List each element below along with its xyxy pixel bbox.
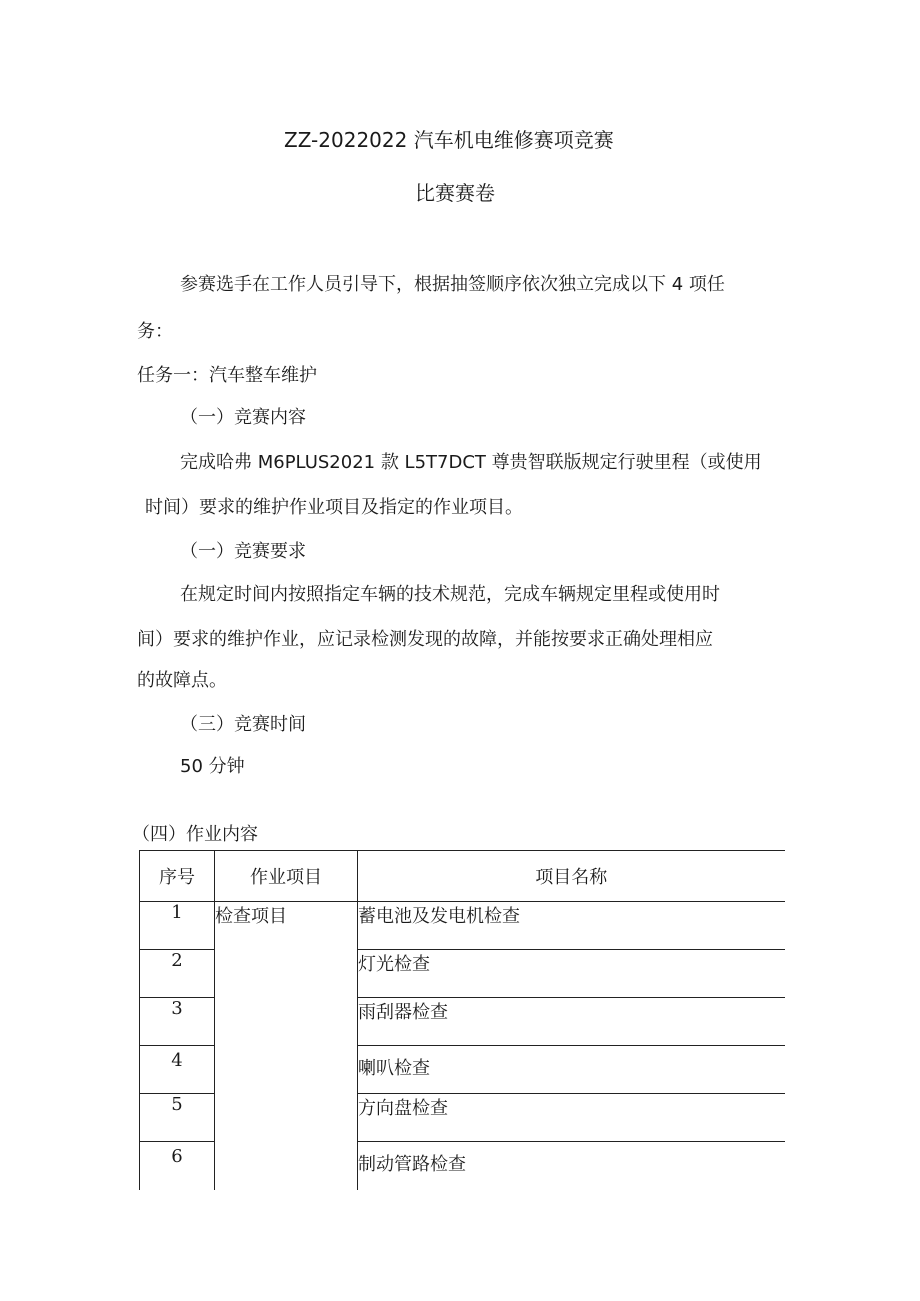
row-item-name: 喇叭检查 — [358, 1046, 785, 1094]
row-index: 4 — [140, 1046, 215, 1094]
header-category: 作业项目 — [215, 851, 358, 902]
task1-heading: 任务一：汽车整车维护 — [137, 365, 317, 386]
section-time-heading: （三）竞赛时间 — [180, 714, 306, 735]
work-items-table — [139, 850, 785, 1190]
section-time-value: 50 分钟 — [180, 756, 245, 777]
intro-line1: 参赛选手在工作人员引导下，根据抽签顺序依次独立完成以下 4 项任 — [180, 274, 725, 295]
section-requirements-line3: 的故障点。 — [137, 670, 227, 691]
section-requirements-line2: 间）要求的维护作业，应记录检测发现的故障，并能按要求正确处理相应 — [137, 629, 713, 650]
row-index: 2 — [140, 950, 215, 998]
section-content-line2: 时间）要求的维护作业项目及指定的作业项目。 — [145, 497, 523, 518]
row-item-name: 雨刮器检查 — [358, 998, 785, 1046]
doc-title-line2: 比赛赛卷 — [415, 181, 495, 205]
intro-line2: 务： — [137, 321, 173, 342]
section-content-heading: （一）竞赛内容 — [180, 407, 306, 428]
section-content-line1: 完成哈弗 M6PLUS2021 款 L5T7DCT 尊贵智联版规定行驶里程（或使用 — [180, 452, 762, 473]
row-item-name: 制动管路检查 — [358, 1154, 466, 1175]
row-index: 3 — [140, 998, 215, 1046]
row-category: 检查项目 — [215, 902, 358, 1190]
row-item-name: 方向盘检查 — [358, 1094, 785, 1142]
header-item-name: 项目名称 — [358, 851, 785, 902]
section-requirements-line1: 在规定时间内按照指定车辆的技术规范，完成车辆规定里程或使用时 — [180, 584, 720, 605]
section-work-heading: （四）作业内容 — [132, 824, 258, 845]
doc-title-line1: ZZ-2022022 汽车机电维修赛项竞赛 — [284, 128, 614, 152]
row-item-name: 灯光检查 — [358, 950, 785, 998]
row-index: 6 — [140, 1142, 215, 1190]
table-header-row — [140, 851, 785, 902]
row-index: 1 — [140, 902, 215, 950]
section-requirements-heading: （一）竞赛要求 — [180, 541, 306, 562]
row-item-name: 蓄电池及发电机检查 — [358, 902, 785, 950]
row-index: 5 — [140, 1094, 215, 1142]
header-index: 序号 — [140, 851, 215, 902]
table-row — [140, 902, 785, 950]
